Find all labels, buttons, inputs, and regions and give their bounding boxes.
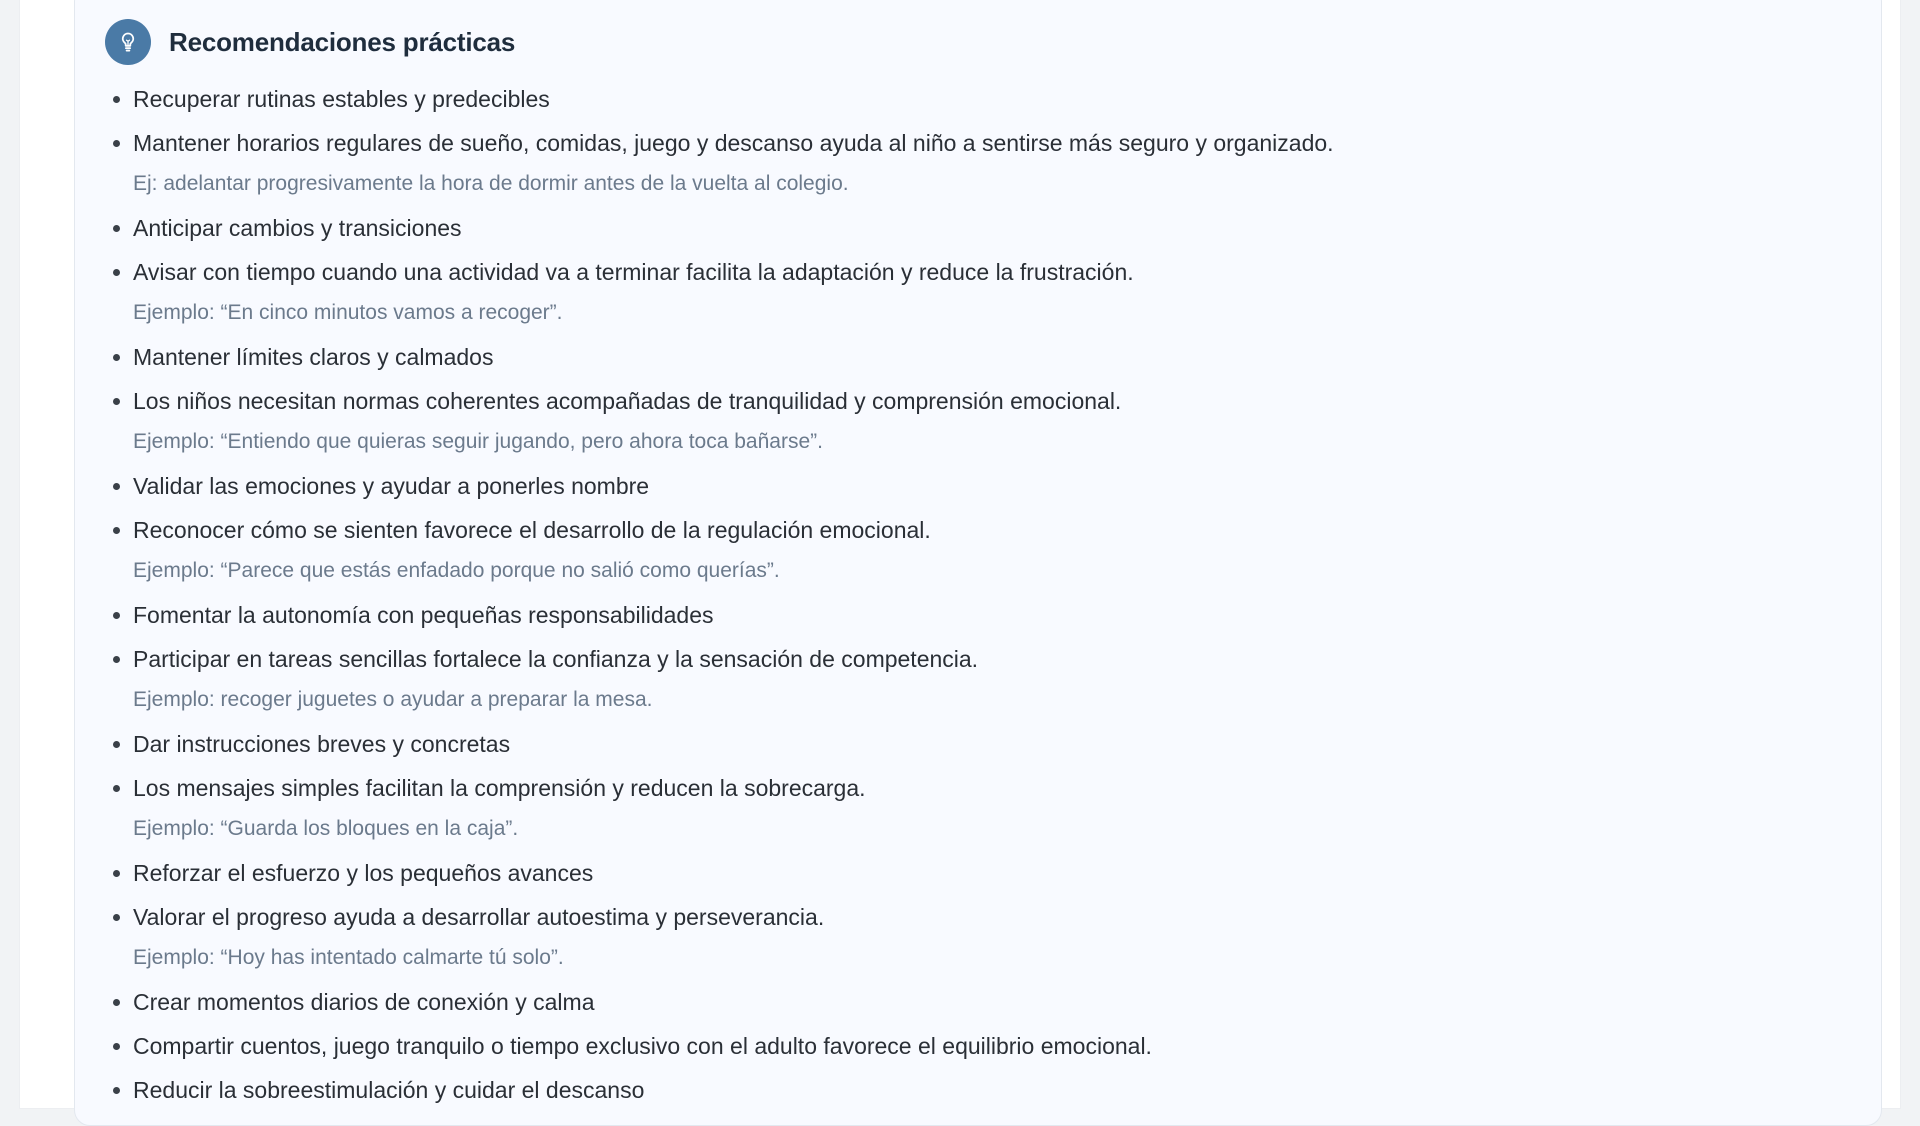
card-header [105, 19, 1849, 65]
example-text: Ejemplo: “Entiendo que quieras seguir jugando, pero ahora toca bañarse”. [133, 430, 823, 453]
list-item: Recuperar rutinas estables y predecibles [105, 77, 1849, 121]
example-text: Ej: adelantar progresivamente la hora de dormir antes de la vuelta al colegio. [133, 172, 849, 195]
example-text: Ejemplo: “Hoy has intentado calmarte tú solo”. [133, 946, 564, 969]
page [20, 0, 1900, 1108]
list-item: Avisar con tiempo cuando una actividad va a terminar facilita la adaptación y reduce la frustración. [105, 250, 1849, 294]
list-item: Reconocer cómo se sienten favorece el desarrollo de la regulación emocional. [105, 508, 1849, 552]
list-item: Reducir la sobreestimulación y cuidar el descanso [105, 1068, 1849, 1112]
list-item: Los niños necesitan normas coherentes acompañadas de tranquilidad y comprensión emocional. [105, 379, 1849, 423]
recommendations-list [105, 77, 1849, 1112]
example-text: Ejemplo: “Parece que estás enfadado porque no salió como querías”. [133, 559, 780, 582]
list-item: Los mensajes simples facilitan la comprensión y reducen la sobrecarga. [105, 766, 1849, 810]
list-item: Validar las emociones y ayudar a ponerles nombre [105, 464, 1849, 508]
recommendations-card [74, 0, 1882, 1126]
example-text: Ejemplo: “Guarda los bloques en la caja”. [133, 817, 519, 840]
section-title: Recomendaciones prácticas [169, 26, 516, 57]
list-item: Fomentar la autonomía con pequeñas responsabilidades [105, 593, 1849, 637]
lightbulb-icon [105, 19, 151, 65]
list-item: Valorar el progreso ayuda a desarrollar autoestima y perseverancia. [105, 895, 1849, 939]
list-item: Anticipar cambios y transiciones [105, 206, 1849, 250]
list-item: Crear momentos diarios de conexión y calma [105, 980, 1849, 1024]
list-item: Mantener límites claros y calmados [105, 335, 1849, 379]
list-item: Mantener horarios regulares de sueño, comidas, juego y descanso ayuda al niño a sentirse más seguro y organizado. [105, 121, 1849, 165]
list-item: Compartir cuentos, juego tranquilo o tiempo exclusivo con el adulto favorece el equilibrio emocional. [105, 1024, 1849, 1068]
example-text: Ejemplo: recoger juguetes o ayudar a preparar la mesa. [133, 688, 653, 711]
example-text: Ejemplo: “En cinco minutos vamos a recoger”. [133, 301, 563, 324]
list-item: Participar en tareas sencillas fortalece la confianza y la sensación de competencia. [105, 637, 1849, 681]
list-item: Reforzar el esfuerzo y los pequeños avances [105, 851, 1849, 895]
list-item: Dar instrucciones breves y concretas [105, 722, 1849, 766]
